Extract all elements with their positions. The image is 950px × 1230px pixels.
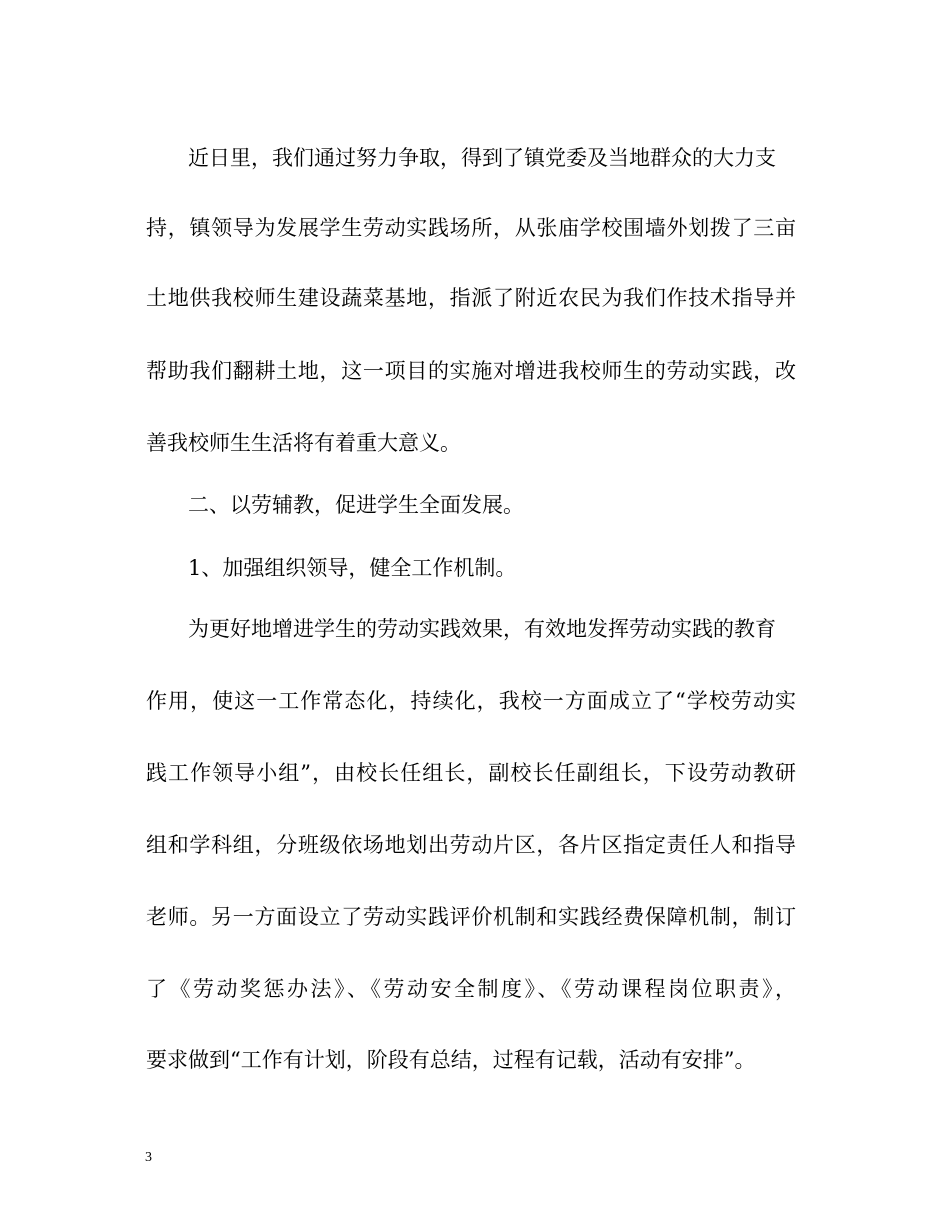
subsection-heading: 1、加强组织领导，健全工作机制。 (188, 556, 517, 580)
paragraph-line: 持，镇领导为发展学生劳动实践场所，从张庙学校围墙外划拨了三亩 (146, 216, 796, 240)
paragraph-line: 老师。另一方面设立了劳动实践评价机制和实践经费保障机制，制订 (146, 905, 796, 929)
paragraph-line: 为更好地增进学生的劳动实践效果，有效地发挥劳动实践的教育 (188, 617, 776, 641)
paragraph-line: 组和学科组，分班级依场地划出劳动片区，各片区指定责任人和指导 (146, 833, 796, 857)
paragraph-line: 作用，使这一工作常态化，持续化，我校一方面成立了“学校劳动实 (146, 689, 796, 713)
paragraph-line: 帮助我们翻耕土地，这一项目的实施对增进我校师生的劳动实践，改 (146, 359, 796, 383)
page-number: 3 (145, 1150, 152, 1165)
paragraph-line: 要求做到“工作有计划，阶段有总结，过程有记载，活动有安排”。 (146, 1048, 756, 1072)
paragraph-line: 了《劳动奖惩办法》、《劳动安全制度》、《劳动课程岗位职责》， (146, 977, 796, 1001)
paragraph-line: 践工作领导小组”，由校长任组长，副校长任副组长，下设劳动教研 (146, 761, 796, 785)
paragraph-line: 近日里，我们通过努力争取，得到了镇党委及当地群众的大力支 (188, 146, 776, 170)
paragraph-line: 善我校师生生活将有着重大意义。 (146, 431, 461, 455)
paragraph-line: 土地供我校师生建设蔬菜基地，指派了附近农民为我们作技术指导并 (146, 286, 796, 310)
section-heading: 二、以劳辅教，促进学生全面发展。 (188, 493, 524, 517)
